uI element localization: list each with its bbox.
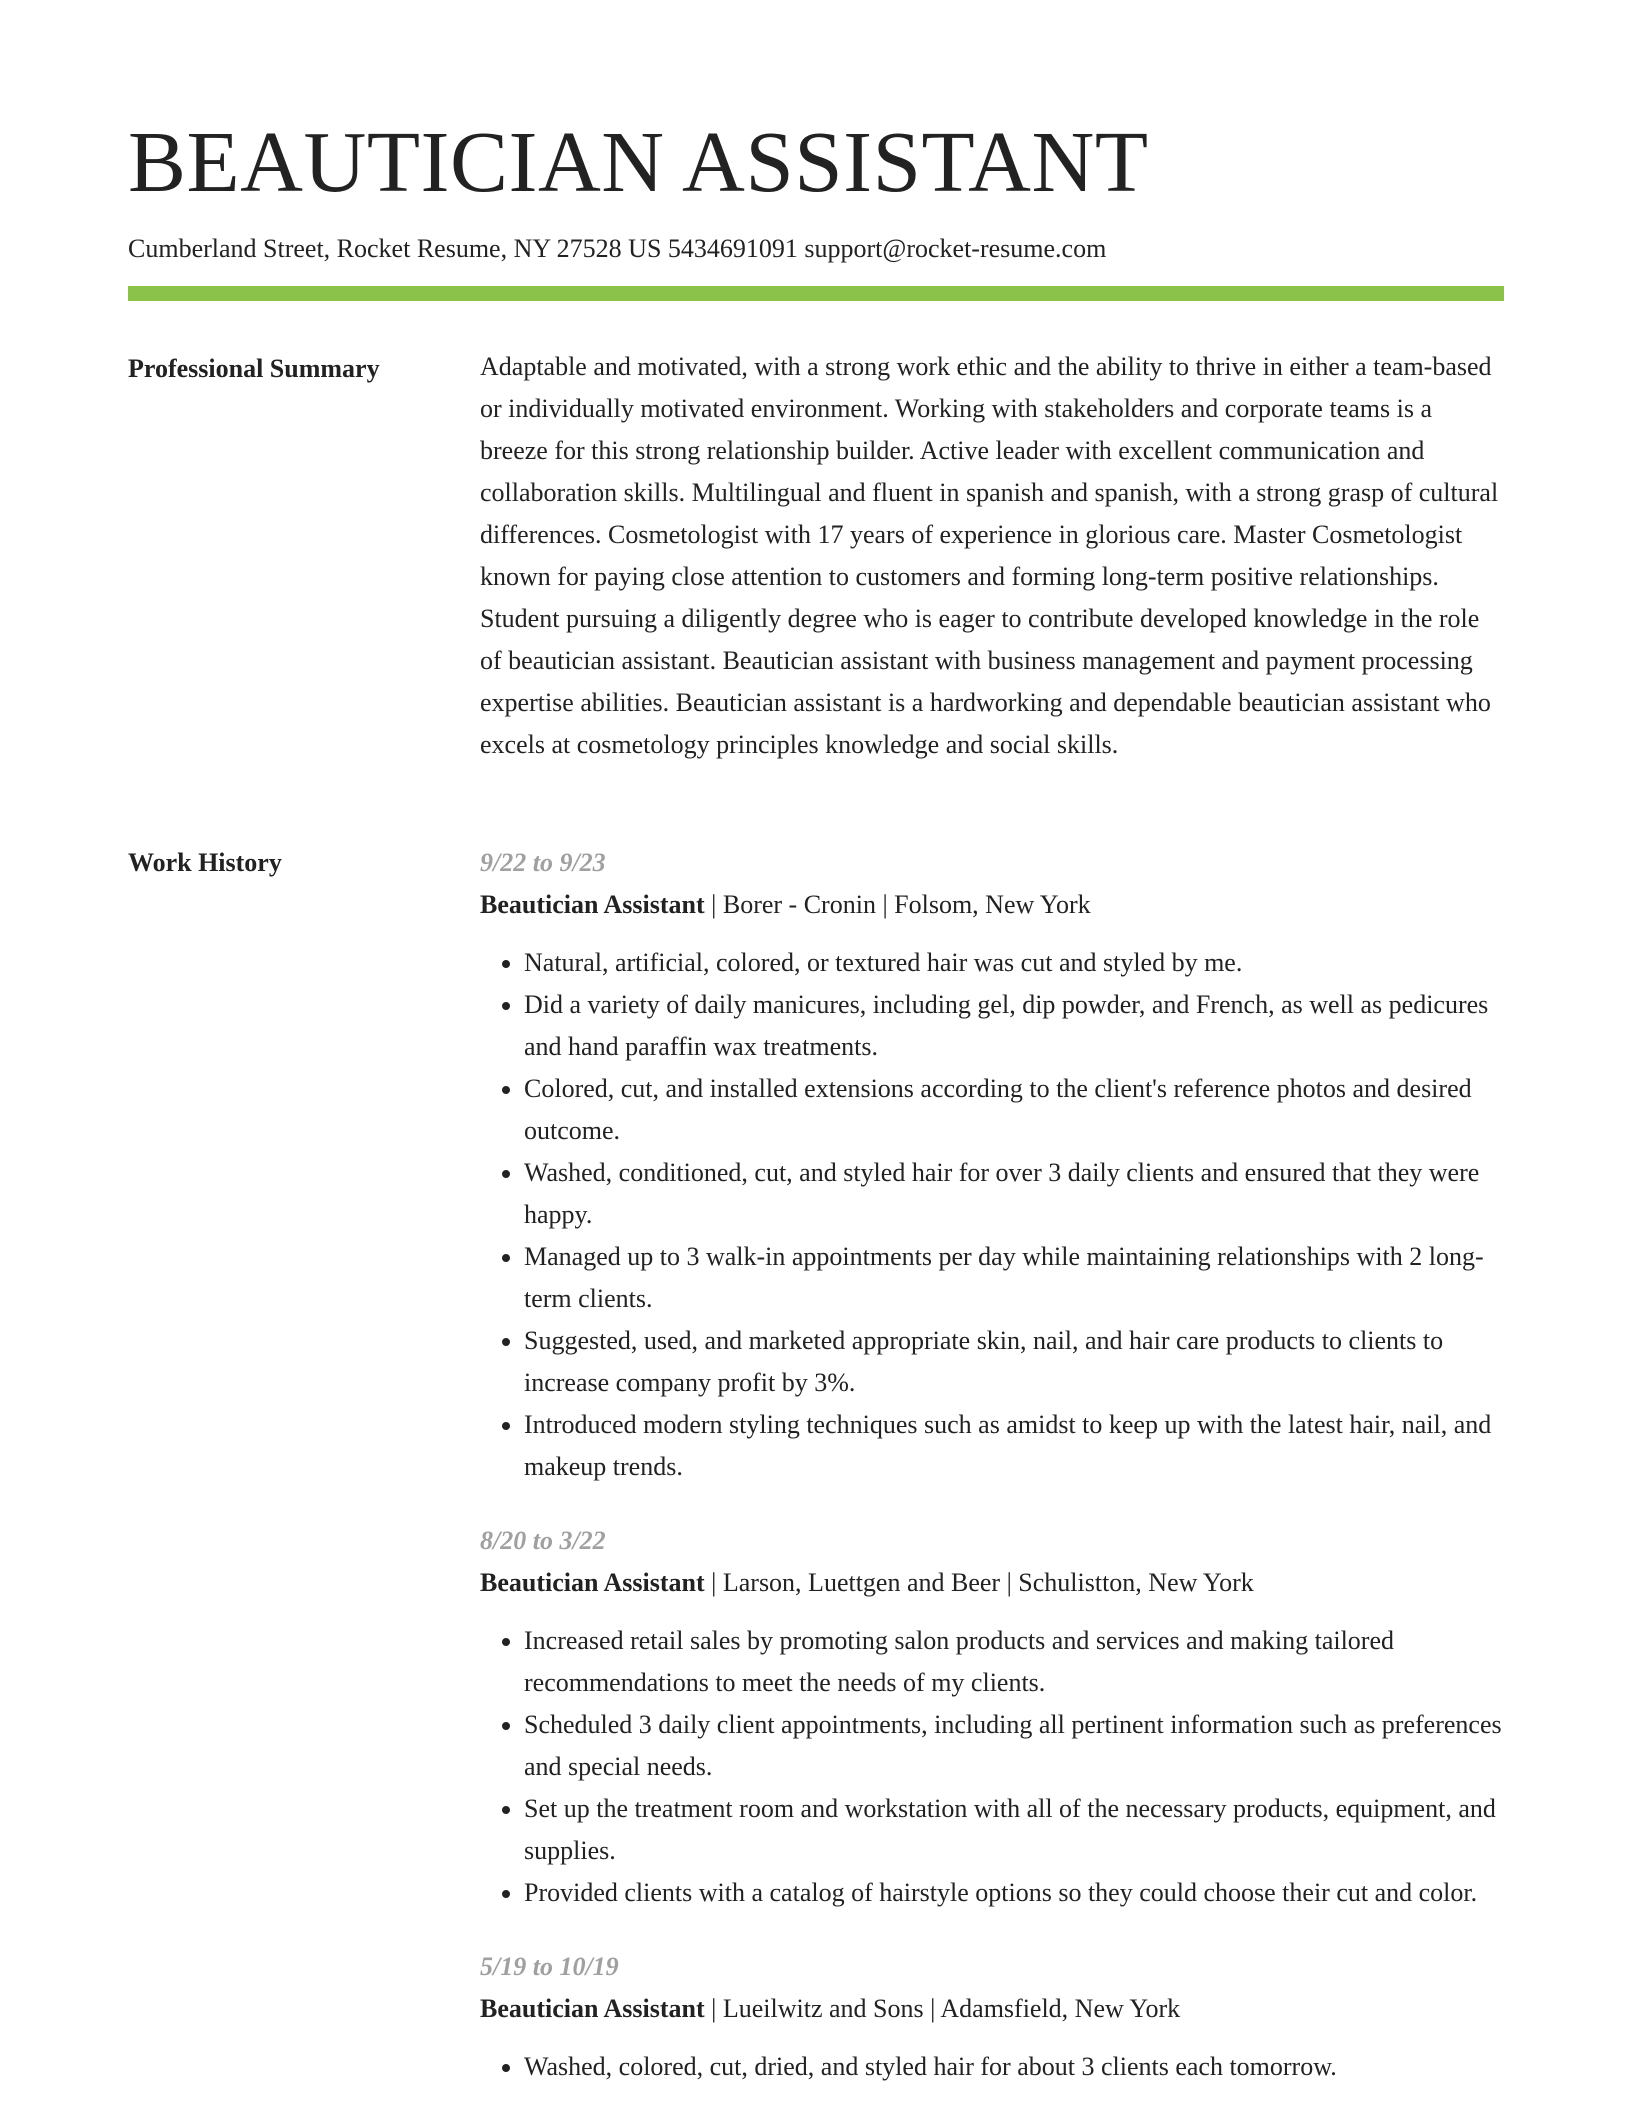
job-entry [480, 1520, 1506, 1914]
section-title-summary: Professional Summary [128, 354, 380, 383]
job-title-line [480, 1562, 1506, 1604]
job-details: | Lueilwitz and Sons | Adamsfield, New York [704, 1994, 1181, 2023]
job-bullets [480, 1620, 1506, 1914]
job-role: Beautician Assistant [480, 890, 705, 919]
job-bullet: • Washed, conditioned, cut, and styled hair for over 3 daily clients and ensured that they were happy. [524, 1152, 1506, 1236]
job-details: | Borer - Cronin | Folsom, New York [704, 890, 1091, 919]
resume-name-heading: BEAUTICIAN ASSISTANT [128, 113, 1149, 210]
header-divider [128, 286, 1504, 301]
job-bullet: • Natural, artificial, colored, or textured hair was cut and styled by me. [524, 942, 1506, 984]
job-details: | Larson, Luettgen and Beer | Schulistton, New York [704, 1568, 1254, 1597]
job-entry [480, 1946, 1506, 2088]
job-bullet: • Scheduled 3 daily client appointments, including all pertinent information such as preferences and special needs. [524, 1704, 1506, 1788]
job-dates: 5/19 to 10/19 [480, 1952, 619, 1981]
job-bullet: • Managed up to 3 walk-in appointments per day while maintaining relationships with 2 long-term clients. [524, 1236, 1506, 1320]
job-bullet: • Colored, cut, and installed extensions according to the client's reference photos and desired outcome. [524, 1068, 1506, 1152]
job-bullets [480, 2046, 1506, 2088]
job-bullet: • Set up the treatment room and workstation with all of the necessary products, equipment, and supplies. [524, 1788, 1506, 1872]
job-bullet: • Increased retail sales by promoting salon products and services and making tailored recommendations to meet the needs of my clients. [524, 1620, 1506, 1704]
job-role: Beautician Assistant [480, 1994, 705, 2023]
job-role: Beautician Assistant [480, 1568, 705, 1597]
job-entry [480, 842, 1506, 1488]
job-dates: 8/20 to 3/22 [480, 1526, 606, 1555]
summary-section [480, 346, 1506, 766]
summary-text: Adaptable and motivated, with a strong work ethic and the ability to thrive in either a team-based or individually motivated environment. Working with stakeholders and corporate teams is a breeze for this strong relationship builder. Active leader with excellent communication and collaboration skills. Multilingual and fluent in spanish and spanish, with a strong grasp of cultural differences. Cosmetologist with 17 years of experience in glorious care. Master Cosmetologist known for paying close attention to customers and forming long-term positive relationships. Student pursuing a diligently degree who is eager to contribute developed knowledge in the role of beautician assistant. Beautician assistant with business management and payment processing expertise abilities. Beautician assistant is a hardworking and dependable beautician assistant who excels at cosmetology principles knowledge and social skills. [480, 352, 1499, 759]
job-bullet: • Provided clients with a catalog of hairstyle options so they could choose their cut and color. [524, 1872, 1506, 1914]
contact-line: Cumberland Street, Rocket Resume, NY 27528 US 5434691091 support@rocket-resume.com [128, 234, 1107, 263]
job-bullet: • Suggested, used, and marketed appropriate skin, nail, and hair care products to clients to increase company profit by 3%. [524, 1320, 1506, 1404]
job-dates: 9/22 to 9/23 [480, 848, 606, 877]
job-bullet: • Did a variety of daily manicures, including gel, dip powder, and French, as well as pedicures and hand paraffin wax treatments. [524, 984, 1506, 1068]
job-title-line [480, 1988, 1506, 2030]
work-history-section [480, 842, 1506, 2120]
job-bullets [480, 942, 1506, 1488]
job-title-line [480, 884, 1506, 926]
job-bullet: • Introduced modern styling techniques such as amidst to keep up with the latest hair, nail, and makeup trends. [524, 1404, 1506, 1488]
job-bullet: • Washed, colored, cut, dried, and styled hair for about 3 clients each tomorrow. [524, 2046, 1506, 2088]
section-title-work-history: Work History [128, 848, 282, 877]
